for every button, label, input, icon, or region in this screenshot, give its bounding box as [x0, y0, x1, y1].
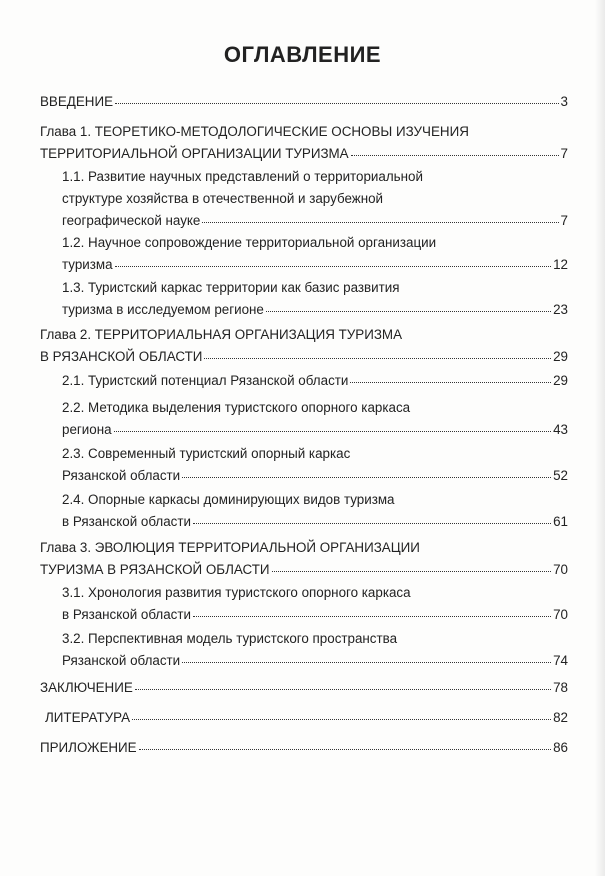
toc-entry-text: географической науке: [62, 213, 201, 228]
toc-entry-text: в Рязанской области: [62, 607, 191, 622]
toc-entry-text: ЗАКЛЮЧЕНИЕ: [40, 680, 133, 695]
dot-leader: [115, 265, 552, 267]
toc-entry-section-1-2: [62, 232, 568, 276]
toc-entry-text: Глава 2. ТЕРРИТОРИАЛЬНАЯ ОРГАНИЗАЦИЯ ТУРИЗМА: [40, 327, 403, 342]
toc-page-number: 70: [553, 562, 568, 577]
toc-page-number: 29: [553, 349, 568, 364]
toc-entry-chapter-1: [40, 121, 568, 165]
dot-leader: [114, 430, 552, 432]
dot-leader: [132, 718, 551, 720]
dot-leader: [115, 102, 559, 104]
toc-entry-appendix: [40, 737, 568, 759]
toc-page-number: 61: [553, 514, 568, 529]
dot-leader: [182, 476, 551, 478]
toc-entry-text: Рязанской области: [62, 468, 181, 483]
dot-leader: [266, 310, 551, 312]
toc-page-number: 82: [553, 710, 568, 725]
toc-entry-section-1-3: [62, 277, 568, 321]
toc-entry-text: 2.2. Методика выделения туристского опорного каркаса: [62, 400, 411, 415]
toc-entry-text: Глава 1. ТЕОРЕТИКО-МЕТОДОЛОГИЧЕСКИЕ ОСНОВЫ ИЗУЧЕНИЯ: [40, 124, 469, 139]
dot-leader: [135, 688, 551, 690]
toc-page-number: 23: [553, 302, 568, 317]
toc-entry-text: 1.3. Туристский каркас территории как базис развития: [62, 280, 400, 295]
toc-entry-text: Глава 3. ЭВОЛЮЦИЯ ТЕРРИТОРИАЛЬНОЙ ОРГАНИЗАЦИИ: [40, 540, 420, 555]
toc-entry-text: 2.4. Опорные каркасы доминирующих видов туризма: [62, 492, 395, 507]
toc-entry-text: ПРИЛОЖЕНИЕ: [40, 740, 137, 755]
toc-entry-text: 2.1. Туристский потенциал Рязанской области: [62, 373, 349, 388]
toc-entry-text: 3.2. Перспективная модель туристского пространства: [62, 631, 398, 646]
toc-entry-section-2-1: [62, 370, 568, 392]
toc-page-number: 29: [553, 373, 568, 388]
dot-leader: [139, 748, 551, 750]
toc-page-number: 3: [560, 94, 568, 109]
toc-page-number: 74: [553, 653, 568, 668]
toc-entry-text: Рязанской области: [62, 653, 181, 668]
toc-entry-text: региона: [62, 422, 112, 437]
toc-entry-text: ВВЕДЕНИЕ: [40, 94, 114, 109]
toc-entry-text: 2.3. Современный туристский опорный каркас: [62, 446, 351, 461]
toc-entry-text: ТУРИЗМА В РЯЗАНСКОЙ ОБЛАСТИ: [40, 562, 270, 577]
toc-entry-conclusion: [40, 677, 568, 699]
toc-entry-text: ЛИТЕРАТУРА: [45, 710, 131, 725]
toc-entry-section-3-2: [62, 628, 568, 672]
dot-leader: [193, 615, 551, 617]
toc-entry-section-2-3: [62, 443, 568, 487]
toc-entry-section-2-2: [62, 397, 568, 441]
toc-entry-text: туризма: [62, 257, 113, 272]
toc-entry-chapter-3: [40, 537, 568, 581]
toc-entry-chapter-2: [40, 324, 568, 368]
dot-leader: [182, 661, 551, 663]
toc-entry-section-1-1: [62, 166, 568, 232]
page-title: ОГЛАВЛЕНИЕ: [223, 42, 382, 67]
toc-entry-introduction: [40, 91, 568, 113]
dot-leader: [351, 154, 559, 156]
dot-leader: [350, 381, 551, 383]
toc-entry-text: 1.1. Развитие научных представлений о территориальной: [62, 169, 423, 184]
dot-leader: [193, 522, 551, 524]
toc-page-number: 70: [553, 607, 568, 622]
toc-page-number: 7: [560, 146, 568, 161]
dot-leader: [204, 357, 551, 359]
toc-entry-text: 3.1. Хронология развития туристского опорного каркаса: [62, 585, 411, 600]
dot-leader: [272, 570, 552, 572]
dot-leader: [202, 221, 558, 223]
toc-entry-text: структуре хозяйства в отечественной и зарубежной: [62, 191, 384, 206]
toc-entry-text: 1.2. Научное сопровождение территориальной организации: [62, 235, 437, 250]
toc-entry-text: туризма в исследуемом регионе: [62, 302, 264, 317]
toc-entry-section-2-4: [62, 489, 568, 533]
toc-entry-literature: [45, 707, 568, 729]
toc-entry-text: В РЯЗАНСКОЙ ОБЛАСТИ: [40, 349, 203, 364]
toc-entry-text: в Рязанской области: [62, 514, 191, 529]
toc-page-number: 52: [553, 468, 568, 483]
toc-entry-text: ТЕРРИТОРИАЛЬНОЙ ОРГАНИЗАЦИИ ТУРИЗМА: [40, 146, 349, 161]
toc-page-number: 86: [553, 740, 568, 755]
toc-page-number: 12: [553, 257, 568, 272]
toc-page-number: 78: [553, 680, 568, 695]
toc-page-number: 7: [560, 213, 568, 228]
toc-page-number: 43: [553, 422, 568, 437]
toc-entry-section-3-1: [62, 582, 568, 626]
